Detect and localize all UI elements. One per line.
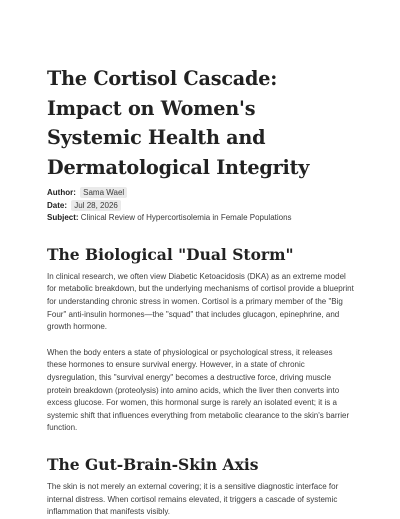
date-label: Date: xyxy=(47,200,68,210)
subject-value: Clinical Review of Hypercortisolemia in Female Populations xyxy=(80,213,292,223)
paragraph: In clinical research, we often view Diabetic Ketoacidosis (DKA) as an extreme model for metabolic breakdown, but the underlying mechanisms of cortisol provide a blueprint for understanding chronic stress in women. Cortisol is a primary member of the "Big Four" anti-insulin hormones—the "squad" that includes glucagon, epinephrine, and growth hormone. xyxy=(47,271,354,332)
article-meta xyxy=(47,187,354,225)
paragraph: When the body enters a state of physiological or psychological stress, it releases these hormones to ensure survival energy. However, in a state of chronic dysregulation, this "survival energy" becomes a destructive force, driving muscle protein breakdown (proteolysis) into amino acids, which the liver then converts into excess glucose. For women, this hormonal surge is rarely an isolated event; it is a systemic shift that influences everything from metabolic clearance to the skin's barrier function. xyxy=(47,347,350,433)
subject-label: Subject: xyxy=(47,213,79,223)
section-heading-dual-storm: The Biological "Dual Storm" xyxy=(47,244,294,264)
author-label: Author: xyxy=(47,188,76,197)
section-heading-gut-brain-skin: The Gut-Brain-Skin Axis xyxy=(47,454,259,474)
date-row xyxy=(47,200,354,213)
date-chip: Jul 28, 2026 xyxy=(71,200,121,211)
author-row xyxy=(47,187,354,200)
author-chip: Sama Wael xyxy=(80,187,127,198)
paragraph: The skin is not merely an external covering; it is a sensitive diagnostic interface for internal distress. When cortisol remains elevated, it triggers a cascade of systemic inflammation that manifests visibly. xyxy=(47,481,339,517)
article-title: The Cortisol Cascade: Impact on Women's Systemic Health and Dermatological Integrity xyxy=(47,67,310,179)
subject-row xyxy=(47,212,354,225)
